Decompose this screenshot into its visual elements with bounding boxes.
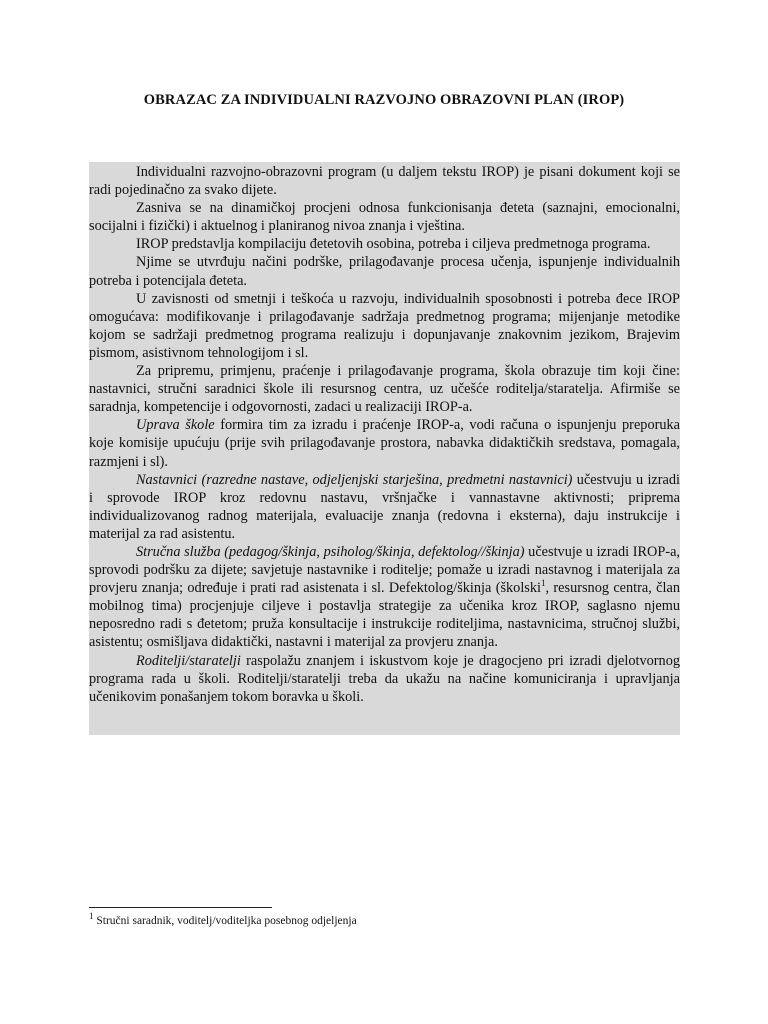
role-label: Roditelji/staratelji [136, 652, 241, 669]
paragraph-text: , resursnog centra, član mobilnog tima [89, 580, 680, 615]
paragraph-text: učestvuje u izradi IROP-a, sprovodi podršku za dijete; savjetuje nastavnike i roditelje; pomaže u izradi nastavnog i materijala za provjeru znanja; određuje i prati rad asistenata i sl. Defektolog/škinja (školski [89, 543, 680, 597]
paragraph-text: IROP predstavlja kompilaciju đetetovih osobina, potreba i ciljeva predmetnoga programa. [136, 236, 651, 253]
footnote-number: 1 [89, 911, 94, 922]
paragraph-text: Njime se utvrđuju načini podrške, prilagođavanje procesa učenja, ispunjenje individualnih potreba i potencijala đeteta. [89, 254, 680, 289]
paragraph-parents [89, 652, 680, 706]
paragraph-text: ) procjenjuje ciljeve i postavlja strategije za učenika kroz IROP, saglasno njemu neposredno radi s đetetom; pruža konsultacije i instrukcije roditeljima, nastavnicima, stručnoj službi, asistentu; osmišljava didaktički, nastavni i materijal za provjeru znanja. [89, 598, 680, 651]
paragraph-intro [89, 163, 680, 199]
footnote [89, 911, 357, 928]
footnote-reference[interactable]: 1 [540, 578, 546, 589]
role-label: Stručna služba (pedagog/škinja, psiholog/škinja, defektolog//škinja) [136, 543, 525, 560]
paragraph-text: U zavisnosti od smetnji i teškoća u razvoju, individualnih sposobnosti i potreba đece IROP omogućava: modifikovanje i prilagođavanje sadržaja predmetnog programa; mijenjanje metodike kojom se sadržaji predmetnog programa realizuju i dopunjavanje znakovnim jezikom, Brajevim pismom, asistivnom tehnologijom i sl. [89, 290, 680, 361]
paragraph-professional-service [89, 543, 680, 652]
footnote-separator [89, 907, 272, 908]
paragraph-team [89, 362, 680, 416]
document-title: OBRAZAC ZA INDIVIDUALNI RAZVOJNO OBRAZOVNI PLAN (IROP) [143, 92, 625, 108]
paragraph-basis [89, 199, 680, 235]
paragraph-support [89, 253, 680, 289]
role-label: Uprava škole [136, 417, 215, 434]
document-body [89, 163, 680, 706]
paragraph-text: Individualni razvojno-obrazovni program (u daljem tekstu IROP) je pisani dokument koji se radi pojedinačno za svako dijete. [89, 164, 680, 199]
paragraph-text: Za pripremu, primjenu, praćenje i prilagođavanje programa, škola obrazuje tim koji čine: nastavnici, stručni saradnici škole ili resursnog centra, uz učešće roditelja/staratelja. Afirmiše se saradnja, kompetencije i odgovornosti, zadaci u realizaciji IROP-a. [89, 363, 680, 416]
role-label: Nastavnici (razredne nastave, odjeljenjski starješina, predmetni nastavnici) [136, 471, 573, 488]
paragraph-teachers [89, 471, 680, 543]
paragraph-text: formira tim za izradu i praćenje IROP-a, vodi računa o ispunjenju preporuka koje komisije upućuju (prije svih prilagođavanje prostora, nabavka didaktičkih sredstava, pomagala, razmjeni i sl). [89, 417, 680, 470]
paragraph-compilation [89, 235, 680, 253]
paragraph-text: učestvuju u izradi i sprovode IROP kroz redovnu nastavu, vršnjačke i vannastavne aktivnosti; priprema individualizovanog radnog materijala, evaluacije znanja (redovna i eksterna), daju instrukcije i materijal za rad asistentu. [89, 471, 680, 542]
paragraph-modifications [89, 290, 680, 362]
paragraph-text: Zasniva se na dinamičkoj procjeni odnosa funkcionisanja đeteta (saznajni, emocionalni, socijalni i fizički) i aktuelnog i planiranog nivoa znanja i vještina. [89, 200, 680, 235]
paragraph-administration [89, 416, 680, 470]
footnote-text: Stručni saradnik, voditelj/voditeljka posebnog odjeljenja [93, 915, 357, 927]
paragraph-text: raspolažu znanjem i iskustvom koje je dragocjeno pri izradi djelotvornog programa rada u školi. Roditelji/staratelji treba da ukažu na načine komuniciranja i upravljanja učenikovim ponašanjem tokom boravka u školi. [89, 652, 680, 705]
